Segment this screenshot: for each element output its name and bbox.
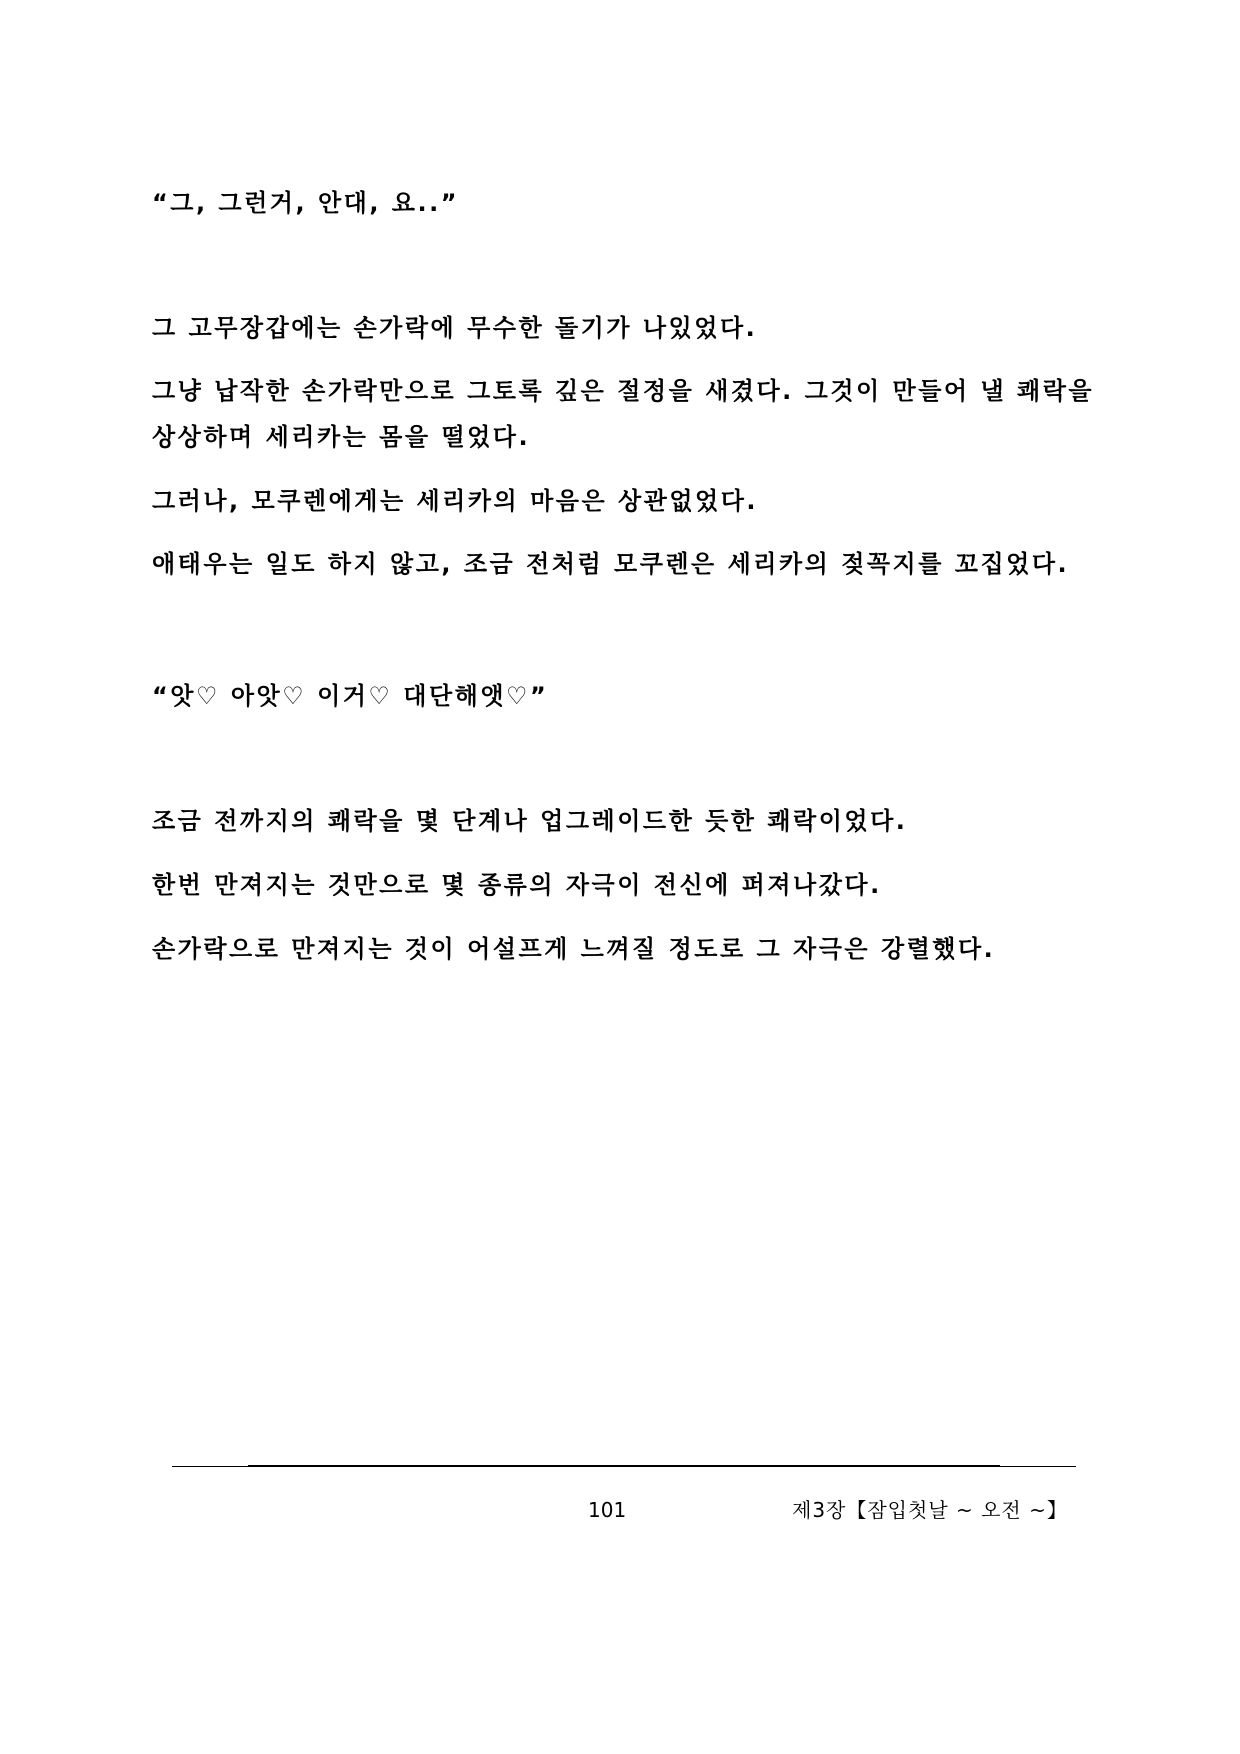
paragraph-line: 손가락으로 만져지는 것이 어설프게 느껴질 정도로 그 자극은 강렬했다.	[152, 935, 996, 963]
paragraph-line: 상상하며 세리카는 몸을 떨었다.	[152, 423, 531, 451]
paragraph-line: 그러나, 모쿠렌에게는 세리카의 마음은 상관없었다.	[152, 487, 759, 515]
paragraph-line: 애태우는 일도 하지 않고, 조금 전처럼 모쿠렌은 세리카의 젖꼭지를 꼬집었다.	[152, 550, 1070, 578]
footer-divider-inner	[248, 1465, 1000, 1467]
paragraph-line: 그 고무장갑에는 손가락에 무수한 돌기가 나있었다.	[152, 314, 758, 342]
paragraph-line: 조금 전까지의 쾌락을 몇 단계나 업그레이드한 듯한 쾌락이었다.	[152, 807, 908, 835]
paragraph-line: 그냥 납작한 손가락만으로 그토록 깊은 절정을 새겼다. 그것이 만들어 낼 쾌락을	[152, 377, 1095, 405]
dialogue-line: “그, 그런거, 안대, 요..”	[152, 189, 459, 217]
chapter-title: 제3장【잠입첫날 ~ 오전 ~】	[792, 1498, 1068, 1522]
dialogue-line: “앗♡ 아앗♡ 이거♡ 대단해앳♡”	[152, 682, 549, 710]
paragraph-line: 한번 만져지는 것만으로 몇 종류의 자극이 전신에 퍼져나갔다.	[152, 871, 882, 899]
page-number: 101	[588, 1498, 627, 1522]
